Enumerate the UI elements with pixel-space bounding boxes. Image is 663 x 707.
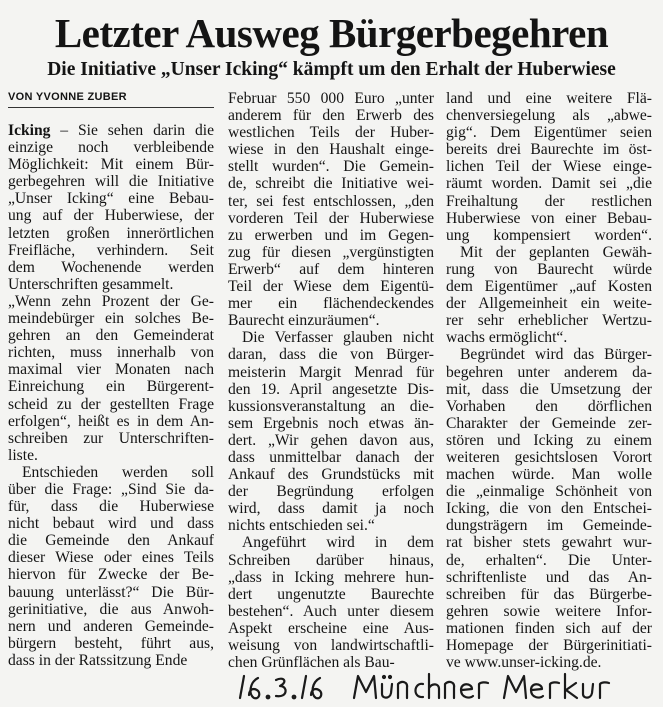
article-line: Angeführt wird in dem	[242, 534, 434, 552]
article-column-2	[228, 90, 434, 671]
article-line: Homepage der Bürgerinitiati-	[446, 637, 652, 654]
article-line: Aspekt erscheine eine Aus-	[228, 619, 434, 637]
byline: VON YVONNE ZUBER	[8, 90, 214, 108]
article-line: Freifläche, verhindern. Seit	[8, 241, 214, 259]
article-line: dem Wochenende werden	[8, 258, 214, 276]
article-line: Begründet wird das Bürger-	[460, 346, 652, 364]
article-line: lichen Teil der Wiese einge-	[446, 158, 652, 176]
article-line: liste.	[8, 446, 38, 464]
article-line: Ankauf des Grundstücks mit	[228, 466, 434, 484]
article-line: meisterin Margit Menrad für	[228, 363, 434, 381]
article-line: zu erwerben und im Gegen-	[228, 226, 434, 244]
article-line: Erwerb“ auf dem hinteren	[228, 260, 434, 278]
article-line: rung von Baurecht würde	[446, 260, 652, 278]
article-line: rer sehr erheblicher Wertzu-	[446, 312, 652, 330]
article-line: dieser Wiese oder eines Teils	[8, 549, 214, 567]
article-line: kussionsveranstaltung an die-	[228, 397, 434, 415]
article-line: nicht bebaut wird und dass	[8, 515, 214, 533]
article-line: mer ein flächendeckendes	[228, 295, 434, 313]
article-line: Die Verfasser glauben nicht	[242, 329, 434, 347]
article-line: bauung unterlässt?“ Die Bür-	[8, 583, 214, 601]
article-line: gehren sowie weitere Infor-	[446, 602, 652, 620]
article-line: Vorhaben den dörflichen	[446, 397, 652, 415]
article-line: Schreiben darüber hinaus,	[228, 551, 434, 569]
article-line: wird, dass damit ja noch	[228, 500, 434, 518]
article-line: daran, dass die von Bürger-	[228, 346, 434, 364]
article-line: erfolgen“, heißt es in dem An-	[8, 412, 214, 430]
article-line: bestehen“. Auch unter diesem	[228, 602, 434, 620]
article-line-text: – Sie sehen darin die	[50, 122, 214, 139]
article-line: Mit der geplanten Gewäh-	[460, 243, 652, 261]
article-line: land und eine weitere Flä-	[446, 90, 652, 107]
article-line: die „einmalige Schönheit von	[446, 483, 652, 501]
article-line: über die Frage: „Sind Sie da-	[8, 480, 214, 498]
article-line: rat bisher stets gewahrt wur-	[446, 534, 652, 552]
article-line: der Begründung erfolgen	[228, 483, 434, 501]
article-line: sem Ergebnis noch etwas än-	[228, 414, 434, 432]
article-line: ter, sei fest entschlossen, „den	[228, 192, 434, 210]
article-column-3	[446, 90, 652, 671]
article-line: westlichen Teils der Huber-	[228, 124, 434, 142]
article-line: Entschieden werden soll	[22, 463, 214, 481]
article-line: Teil der Wiese dem Eigentü-	[228, 278, 434, 296]
article-line: dass in der Ratssitzung Ende	[8, 651, 188, 669]
article-line: Unterschriften gesammelt.	[8, 275, 174, 293]
article-line: Einreichung ein Bürgerent-	[8, 378, 214, 396]
article-line: mit, dass die Umsetzung der	[446, 380, 652, 398]
article-line: weiteren gesichtslosen Vorort	[446, 448, 652, 466]
article-line: Charakter der Gemeinde zer-	[446, 414, 652, 432]
article-line: ve www.unser-icking.de.	[446, 654, 602, 672]
article-column-1	[8, 122, 214, 669]
article-line: für, dass die Huberwiese	[8, 498, 214, 516]
article-line: stören und Icking zu einem	[446, 431, 652, 449]
article-line: mationen finden sich auf der	[446, 619, 652, 637]
article-line: vorderen Teil der Huberwiese	[228, 209, 434, 227]
article-line: begehren unter anderem da-	[446, 363, 652, 381]
article-line: schreiben für das Bürgerbe-	[446, 585, 652, 603]
headline: Letzter Ausweg Bürgerbegehren	[54, 10, 609, 56]
article-line: nichts entschieden sei.“	[228, 517, 375, 535]
article-line: nern und anderen Gemeinde-	[8, 617, 214, 635]
handwritten-date-source-note	[230, 668, 630, 702]
handwriting-image	[230, 668, 630, 702]
article-line: chenversiegelung als „abwe-	[446, 107, 652, 125]
article-line: dert ungenutzte Baurechte	[228, 585, 434, 603]
article-line: richten, muss innerhalb von	[8, 344, 214, 362]
article-line: gerbegehren will die Initiative	[8, 173, 214, 191]
article-line: maximal vier Monaten nach	[8, 361, 214, 379]
article-line: einzige noch verbleibende	[8, 139, 214, 157]
article-line: wachs ermöglicht“.	[446, 329, 568, 347]
article-line: dass unmittelbar danach der	[228, 448, 434, 466]
article-line: bereits drei Baurechte im öst-	[446, 141, 652, 159]
article-line: gerinitiative, die aus Anwoh-	[8, 600, 214, 618]
article-line: letzten großen innerörtlichen	[8, 224, 214, 242]
article-line: chen Grünflächen als Bau-	[228, 654, 395, 672]
article-line: de, schreibt die Initiative wei-	[228, 175, 434, 193]
article-line: dungsträgern im Gemeinde-	[446, 517, 652, 535]
article-line: scheid zu der gestellten Frage	[8, 395, 214, 413]
article-line: bürgern besteht, führt aus,	[8, 634, 214, 652]
article-line: zug für diesen „vergünstigten	[228, 243, 434, 261]
article-line: „dass in Icking mehrere hun-	[228, 568, 434, 586]
article-line: dem Eigentümer „auf Kosten	[446, 278, 652, 296]
article-line: Icking, die von den Entschei-	[446, 500, 652, 518]
article-line: Möglichkeit: Mit einem Bür-	[8, 156, 214, 174]
article-line: den 19. April angesetzte Dis-	[228, 380, 434, 398]
article-line: Baurecht einzuräumen“.	[228, 312, 380, 330]
article-line: schriftenliste und das An-	[446, 568, 652, 586]
article-line: ung kompensiert worden“.	[446, 226, 652, 244]
article-line: de, erhalten“. Die Unter-	[446, 551, 652, 569]
subheadline: Die Initiative „Unser Icking“ kämpft um den Erhalt der Huberwiese	[47, 59, 616, 80]
article-line: gig“. Dem Eigentümer seien	[446, 124, 652, 142]
article-line: der Allgemeinheit ein weite-	[446, 295, 652, 313]
lead-word: Icking	[8, 122, 51, 139]
article-line: dert. „Wir gehen davon aus,	[228, 431, 434, 449]
article-line: weisung von landwirtschaftli-	[228, 637, 434, 654]
article-line: Freihaltung der restlichen	[446, 192, 652, 210]
article-line: „Unser Icking“ eine Bebau-	[8, 190, 214, 208]
article-line: Huberwiese von einer Bebau-	[446, 209, 652, 227]
article-line: gehren an den Gemeinderat	[8, 327, 214, 345]
article-line	[8, 122, 214, 139]
article-line: räumt worden. Damit sei „die	[446, 175, 652, 193]
article-line: ung auf der Huberwiese, der	[8, 207, 214, 225]
article-line: schreiben zur Unterschriften-	[8, 429, 214, 447]
article-line: anderem für den Erwerb des	[228, 107, 434, 125]
article-line: machen würde. Man wolle	[446, 466, 652, 484]
article-line: „Wenn zehn Prozent der Ge-	[8, 292, 214, 310]
article-line: stellt wurden“. Die Gemein-	[228, 158, 434, 176]
article-line: meindebürger ein solches Be-	[8, 310, 214, 328]
article-line: Februar 550 000 Euro „unter	[228, 90, 434, 107]
article-line: die Gemeinde den Ankauf	[8, 532, 214, 550]
article-line: hiervon für Zwecke der Be-	[8, 566, 214, 584]
article-line: wiese in den Haushalt einge-	[228, 141, 434, 159]
